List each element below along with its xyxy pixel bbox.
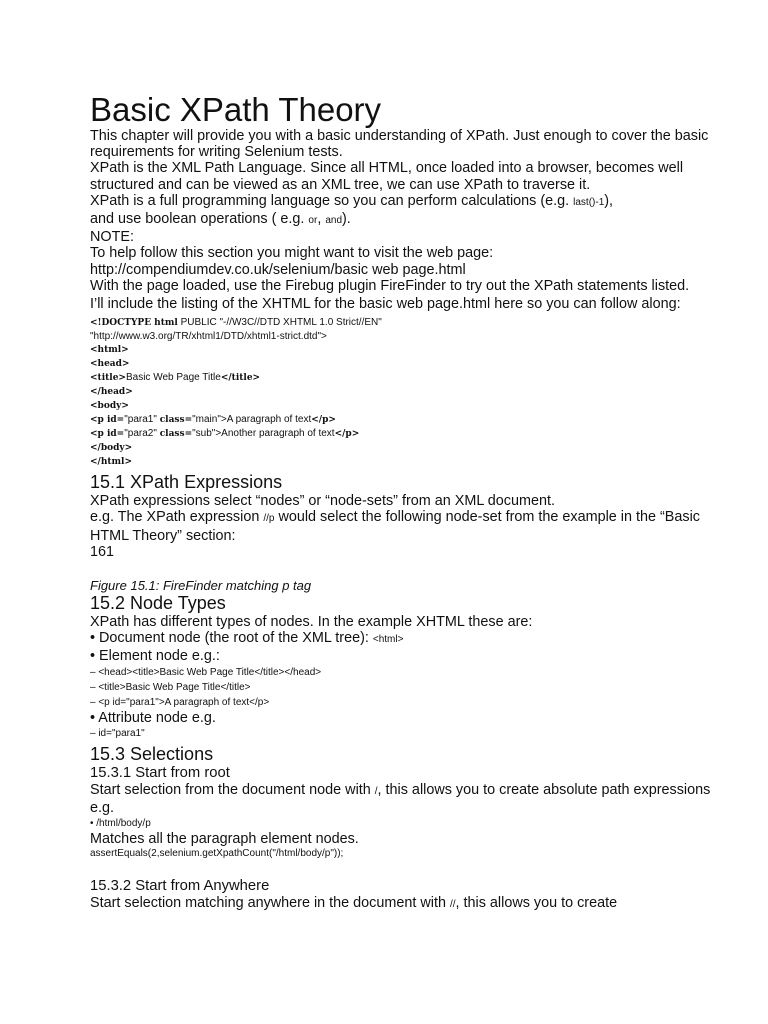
page-title: Basic XPath Theory <box>90 91 382 128</box>
inline-code: / <box>374 785 378 797</box>
list-subitem: – <title>Basic Web Page Title</title> <box>90 681 251 693</box>
page-number: 161 <box>90 543 115 560</box>
code-line: </head> <box>90 387 133 398</box>
section-15-1-paragraph: XPath expressions select “nodes” or “node-sets” from an XML document. <box>90 493 555 510</box>
code-line: <p id="para1" class="main">A paragraph of text</p> <box>90 414 336 426</box>
code-listing <box>90 316 730 469</box>
section-heading-15-1: 15.1 XPath Expressions <box>90 472 283 493</box>
section-15-3-1-matches: Matches all the paragraph element nodes. <box>90 831 359 848</box>
section-heading-15-2: 15.2 Node Types <box>90 593 226 614</box>
section-15-2-paragraph: XPath has different types of nodes. In the example XHTML these are: <box>90 614 533 631</box>
xpath-definition-paragraph: XPath is the XML Path Language. Since all HTML, once loaded into a browser, becomes well structured and can be viewed as an XML tree, we can use XPath to traverse it. <box>90 160 684 193</box>
code-line: <head> <box>90 359 130 370</box>
spacer <box>90 860 730 878</box>
inline-code: and <box>325 215 343 227</box>
inline-code: or <box>308 215 318 227</box>
list-subitem: – <head><title>Basic Web Page Title</title></head> <box>90 666 322 678</box>
section-15-3-2-paragraph: Start selection matching anywhere in the document with //, this allows you to create <box>90 895 618 912</box>
figure-caption: Figure 15.1: FireFinder matching p tag <box>90 578 312 594</box>
list-subitem: – <p id="para1">A paragraph of text</p> <box>90 696 270 708</box>
figure-space <box>90 560 730 578</box>
section-15-1-example: e.g. The XPath expression //p would select the following node-set from the example in the “Basic HTML Theory” section: <box>90 509 700 544</box>
loaded-paragraph: With the page loaded, use the Firebug plugin FireFinder to try out the XPath statements listed. <box>90 277 690 294</box>
document-page <box>90 92 730 914</box>
inline-code: <html> <box>372 634 404 646</box>
subsection-heading-15-3-1: 15.3.1 Start from root <box>90 764 230 781</box>
code-line: <!DOCTYPE html PUBLIC "-//W3C//DTD XHTML 1.0 Strict//EN" <box>90 317 382 329</box>
section-heading-15-3: 15.3 Selections <box>90 743 214 764</box>
list-item: • Attribute node e.g. <box>90 709 216 726</box>
list-item: • Document node (the root of the XML tree): <html> <box>90 630 404 647</box>
code-line: <title>Basic Web Page Title</title> <box>90 372 261 384</box>
code-line: <p id="para2" class="sub">Another paragraph of text</p> <box>90 428 360 440</box>
code-line: <html> <box>90 345 129 356</box>
intro-paragraph: This chapter will provide you with a basic understanding of XPath. Just enough to cover the basic requirements for writing Selenium tests. <box>90 128 709 161</box>
include-paragraph: I’ll include the listing of the XHTML for the basic web page.html here so you can follow along: <box>90 296 681 313</box>
inline-code: last()-1 <box>573 196 605 208</box>
code-line: </html> <box>90 457 133 468</box>
inline-code: //p <box>263 513 275 525</box>
code-line: "http://www.w3.org/TR/xhtml1/DTD/xhtml1-strict.dtd"> <box>90 331 327 343</box>
list-item: • Element node e.g.: <box>90 648 220 665</box>
inline-code: // <box>449 899 456 911</box>
section-15-3-1-paragraph: Start selection from the document node with /, this allows you to create absolute path expressions e.g. <box>90 781 711 817</box>
note-label: NOTE: <box>90 229 134 246</box>
code-line: </body> <box>90 443 133 454</box>
list-item: • /html/body/p <box>90 818 151 830</box>
code-line: <body> <box>90 401 129 412</box>
note-text: To help follow this section you might want to visit the web page: <box>90 245 494 262</box>
subsection-heading-15-3-2: 15.3.2 Start from Anywhere <box>90 878 270 895</box>
assert-code: assertEquals(2,selenium.getXpathCount("/html/body/p")); <box>90 848 344 860</box>
list-subitem: – id="para1" <box>90 727 145 739</box>
xpath-language-paragraph: XPath is a full programming language so you can perform calculations (e.g. last()-1), and use boolean operations ( e.g. or, and). <box>90 192 614 228</box>
note-url: http://compendiumdev.co.uk/selenium/basic web page.html <box>90 261 466 278</box>
